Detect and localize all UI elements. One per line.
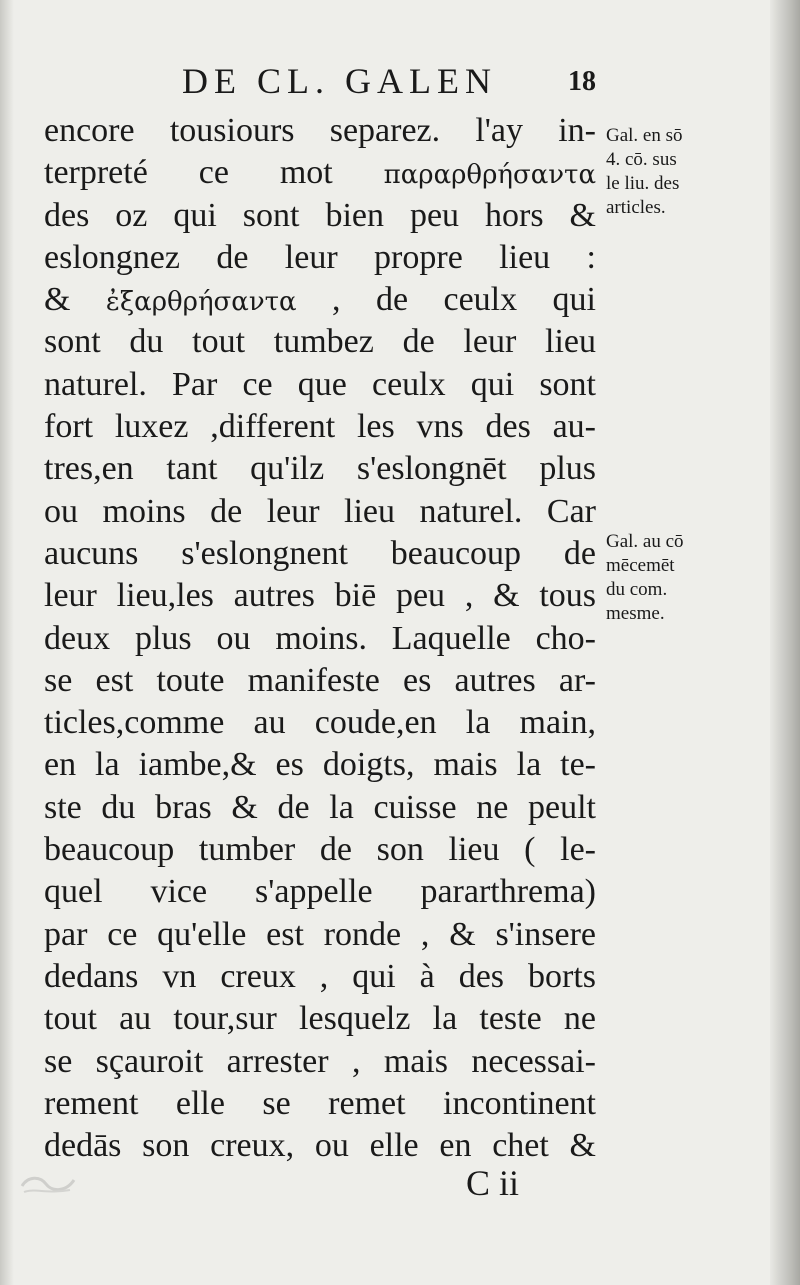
text-line: ticles,comme au coude,en la main,	[44, 704, 596, 742]
margin-note-line: 4. cō. sus	[606, 149, 677, 170]
greek-word: παραρθρήσαντα	[383, 160, 596, 191]
text-line-start: terpreté ce mot	[44, 154, 384, 192]
text-line: se sçauroit arrester , mais necessai-	[44, 1042, 596, 1080]
text-line: ou moins de leur lieu naturel. Car	[44, 492, 596, 530]
text-line: par ce qu'elle est ronde , & s'insere	[44, 915, 596, 953]
text-line-start: &	[44, 281, 106, 319]
text-line	[44, 279, 596, 321]
margin-note-line: articles.	[606, 197, 666, 218]
signature-mark: C ii	[466, 1163, 520, 1203]
text-line: fort luxez ,different les vns des au-	[44, 408, 596, 446]
text-line: eslongnez de leur propre lieu :	[44, 238, 596, 276]
running-head: DE CL. GALEN	[182, 61, 497, 101]
margin-note-line: Gal. au cō	[606, 531, 684, 552]
text-line: rement elle se remet incontinent	[44, 1084, 596, 1122]
page-number: 18	[568, 66, 596, 97]
margin-note	[606, 530, 684, 626]
text-line: deux plus ou moins. Laquelle cho-	[44, 619, 596, 657]
margin-note	[606, 124, 683, 220]
margin-note-line: mesme.	[606, 603, 665, 624]
text-line	[44, 152, 596, 194]
page-header	[0, 58, 800, 108]
text-line: encore tousiours separez. l'ay in-	[44, 112, 596, 149]
text-line: beaucoup tumber de son lieu ( le-	[44, 831, 596, 869]
margin-note-line: le liu. des	[606, 173, 680, 194]
text-line: aucuns s'eslongnent beaucoup de	[44, 534, 596, 572]
text-line: leur lieu,les autres biē peu , & tous	[44, 577, 596, 615]
margin-note-line: Gal. en sō	[606, 125, 683, 146]
margin-note-line: mēcemēt	[606, 555, 675, 576]
text-line: en la iambe,& es doigts, mais la te-	[44, 746, 596, 784]
text-line: ste du bras & de la cuisse ne peult	[44, 788, 596, 826]
text-line-end: , de ceulx qui	[296, 281, 596, 319]
text-line: dedās son creux, ou elle en chet &	[44, 1127, 596, 1165]
margin-note-line: du com.	[606, 579, 668, 600]
text-line: naturel. Par ce que ceulx qui sont	[44, 365, 596, 403]
text-line: des oz qui sont bien peu hors &	[44, 196, 596, 234]
ink-bleed-stain	[18, 1168, 78, 1198]
text-line: tres,en tant qu'ilz s'eslongnēt plus	[44, 450, 596, 488]
page-edge-shadow	[770, 0, 800, 1285]
text-line: dedans vn creux , qui à des borts	[44, 957, 596, 995]
text-line: sont du tout tumbez de leur lieu	[44, 323, 596, 361]
page-gutter-shadow	[0, 0, 14, 1285]
greek-word: ἐξαρθρήσαντα	[105, 287, 297, 318]
text-line: tout au tour,sur lesquelz la teste ne	[44, 1000, 596, 1038]
text-line: se est toute manifeste es autres ar-	[44, 661, 596, 699]
body-text	[44, 110, 596, 1167]
text-line: quel vice s'appelle pararthrema)	[44, 873, 596, 911]
